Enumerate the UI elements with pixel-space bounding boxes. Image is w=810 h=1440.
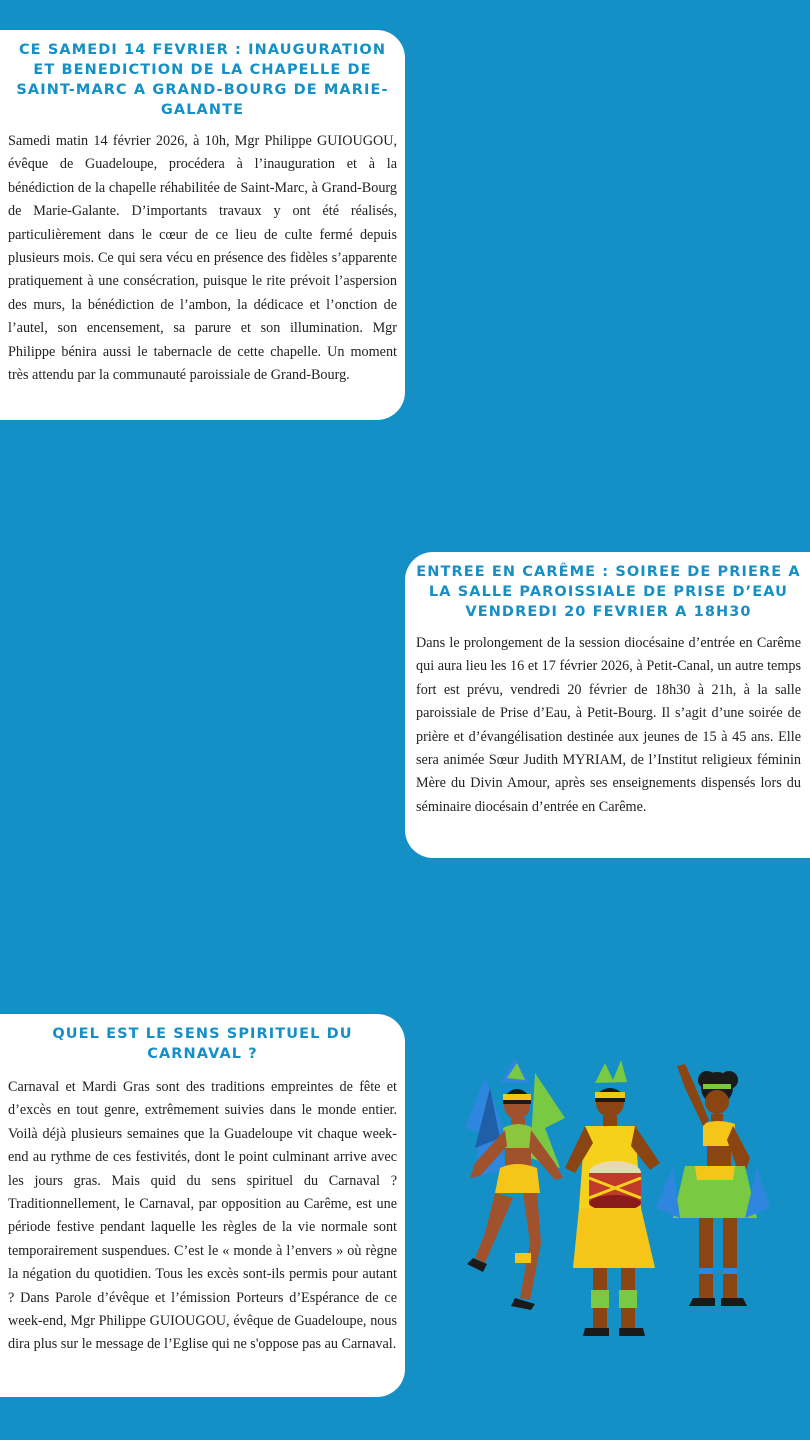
article-body: Dans le prolongement de la session diocésaine d’entrée en Carême qui aura lieu les 16 et 17 février 2026, à Petit-Canal, un autre temps fort est prévu, vendredi 20 février de 18h30 à 21h, à la salle paroissiale de Prise d’Eau, à Petit-Bourg. Il s’agit d’une soirée de prière et d’évangélisation destinée aux jeunes de 15 à 45 ans. Elle sera animée Sœur Judith MYRIAM, de l’Institut religieux féminin Mère du Divin Amour, après ses enseignements dispensés lors du séminaire diocésain d’entrée en Carême.	[416, 635, 801, 815]
article-title: CE SAMEDI 14 FEVRIER : INAUGURATION ET BENEDICTION DE LA CHAPELLE DE SAINT-MARC A GRAND-BOURG DE MARIE-GALANTE	[16, 42, 389, 118]
article-card-inauguration	[0, 30, 405, 420]
dancer-right	[655, 1064, 770, 1306]
article-title: ENTREE EN CARÊME : SOIREE DE PRIERE A LA SALLE PAROISSIALE DE PRISE D’EAU VENDREDI 20 FEVRIER A 18H30	[416, 564, 801, 620]
article-card-careme	[405, 552, 810, 858]
article-title: QUEL EST LE SENS SPIRITUEL DU CARNAVAL ?	[52, 1026, 353, 1062]
article-body: Carnaval et Mardi Gras sont des traditions empreintes de fête et d’excès en tout genre, extrêmement suivies dans le monde entier. Voilà déjà plusieurs semaines que la Guadeloupe vit chaque week-end au rythme de ces festivités, dont le point culminant arrive avec les jours gras. Mais quid du sens spirituel du Carnaval ? Traditionnellement, le Carnaval, par opposition au Carême, est une période festive pendant laquelle les règles de la vie normale sont temporairement suspendues. C’est le « monde à l’envers » où règne la négation du quotidien. Tous les excès sont-ils permis pour autant ? Dans Parole d’évêque et l’émission Porteurs d’Espérance de ce week-end, Mgr Philippe GUIOUGOU, évêque de Guadeloupe, nous dira plus sur le message de l’Eglise qui ne s'oppose pas au Carnaval.	[8, 1079, 397, 1353]
carnival-dancers-icon	[445, 1058, 775, 1358]
dancer-middle	[565, 1060, 660, 1336]
article-body: Samedi matin 14 février 2026, à 10h, Mgr Philippe GUIOUGOU, évêque de Guadeloupe, procédera à l’inauguration et à la bénédiction de la chapelle réhabilitée de Saint-Marc, à Grand-Bourg de Marie-Galante. D’importants travaux y ont été réalisés, particulièrement dans le cœur de ce lieu de culte fermé depuis plusieurs mois. Ce qui sera vécu en présence des fidèles s’apparente pratiquement à une consécration, puisque le rite prévoit l’aspersion des murs, la bénédiction de l’ambon, la dédicace et l’onction de l’autel, son encensement, sa parure et son illumination. Mgr Philippe bénira aussi le tabernacle de cette chapelle. Un moment très attendu par la communauté paroissiale de Grand-Bourg.	[8, 133, 397, 384]
article-card-carnaval	[0, 1014, 405, 1397]
dancer-left	[465, 1058, 565, 1310]
